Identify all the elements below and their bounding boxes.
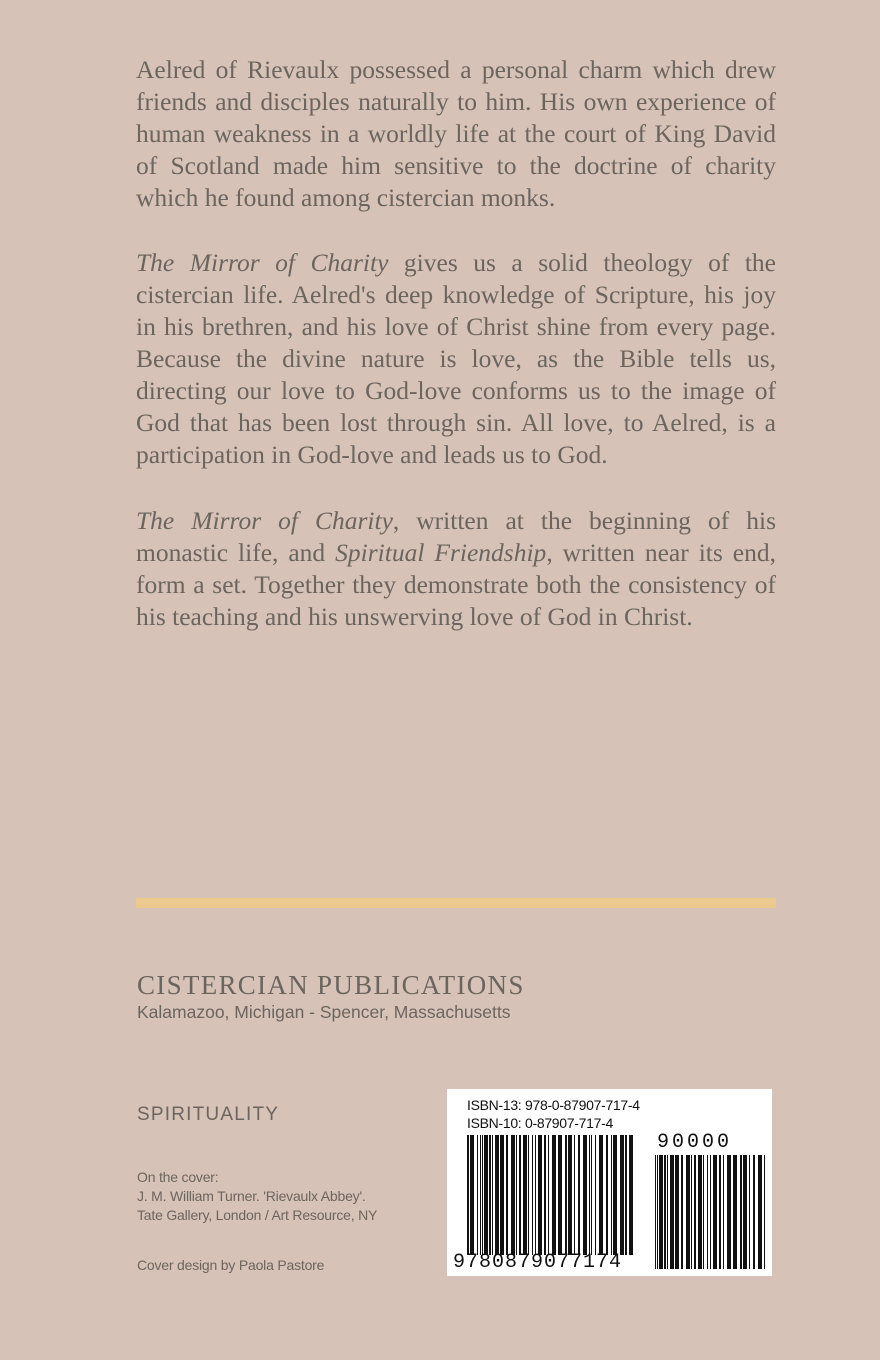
barcode-bar [523,1135,527,1255]
barcode-bar [753,1155,755,1269]
barcode-bar [691,1155,692,1269]
barcode-bar [764,1155,765,1269]
barcode-bar [519,1135,521,1255]
barcode-bar [743,1155,747,1269]
barcode-bar [681,1155,683,1269]
barcode-bar [467,1135,469,1255]
barcode-bar [574,1135,575,1255]
barcode-bar [568,1135,572,1255]
barcode-bar [470,1135,474,1255]
barcode-bar [558,1135,562,1255]
barcode-bar [583,1135,587,1255]
barcode-bar [657,1155,658,1269]
barcode-bar [613,1135,617,1255]
barcode-bar [599,1135,603,1255]
cover-art-credit [137,1168,377,1225]
barcode-bar [477,1135,478,1255]
barcode-bar [489,1135,491,1255]
barcode-bar [578,1135,580,1255]
barcode-bar [591,1135,592,1255]
isbn-10-label: ISBN-10: 0-87907-717-4 [467,1115,613,1131]
barcode-bar [710,1155,711,1269]
barcode-bar [480,1135,481,1255]
barcode-bar [655,1155,656,1269]
barcode-bar [495,1135,499,1255]
barcode-bar [535,1135,536,1255]
blurb-paragraph-1 [136,54,776,214]
barcode-bar [667,1155,668,1269]
blurb-text: Aelred of Rievaulx possessed a personal charm which drew friends and disciples naturally to him. His own experience of human weakness in a worldly life at the court of King David of Scotland made him sensitive to the doctrine of charity which he found among cistercian monks. [136,55,776,212]
barcode-bar [686,1155,690,1269]
barcode-bar [544,1135,546,1255]
barcode-bar [620,1135,624,1255]
book-title-mirror-of-charity: The Mirror of Charity [136,248,389,277]
barcode-bar [606,1135,608,1255]
barcode-bar [740,1155,742,1269]
barcode-bar [719,1155,721,1269]
cover-design-credit: Cover design by Paola Pastore [137,1257,325,1273]
barcode-bar [538,1135,542,1255]
barcode-bar [589,1135,590,1255]
barcode-bar [565,1135,567,1255]
category-label: SPIRITUALITY [137,1104,280,1125]
ean-digits: 9780879077174 [453,1251,623,1274]
barcode-bar [758,1155,762,1269]
barcode-bar [694,1155,696,1269]
cover-credit-line: Tate Gallery, London / Art Resource, NY [137,1207,378,1223]
book-title-mirror-of-charity: The Mirror of Charity [136,506,393,535]
blurb-paragraph-3 [136,505,776,633]
barcode-bar [611,1135,612,1255]
barcode-bar [629,1135,633,1255]
barcode-bar [707,1155,708,1269]
publisher-location: Kalamazoo, Michigan - Spencer, Massachusetts [137,1002,511,1022]
barcode-bar [675,1155,679,1269]
publisher-name: CISTERCIAN PUBLICATIONS [137,970,525,1000]
book-title-spiritual-friendship: Spiritual Friendship [335,538,547,567]
cover-credit-line: J. M. William Turner. 'Rievaulx Abbey'. [137,1188,366,1204]
divider-rule [136,898,776,908]
barcode-bar [727,1155,731,1269]
barcode-bar [723,1155,724,1269]
barcode-bar [532,1135,533,1255]
barcode-bar [664,1155,666,1269]
barcode-bar [698,1155,702,1269]
blurb-text: , written at the beginning of his monastic life, and [136,506,776,567]
barcode-bar [528,1135,529,1255]
barcode-bar [733,1155,737,1269]
barcode-bar [511,1135,515,1255]
isbn-13-label: ISBN-13: 978-0-87907-717-4 [467,1097,640,1113]
barcode-bar [516,1135,517,1255]
blurb-paragraph-2 [136,247,776,471]
barcode-bar [670,1155,674,1269]
barcode-bar [492,1135,493,1255]
isbn-barcode [447,1089,772,1276]
blurb-text: gives us a solid theology of the cistercian life. Aelred's deep knowledge of Scripture, his joy in his brethren, and his love of Christ shine from every page. Because the divine nature is love, as the Bible tells us, directing our love to God-love conforms us to the image of God that has been lost through sin. All love, to Aelred, is a participation in God-love and leads us to God. [136,248,776,469]
barcode-bar [749,1155,750,1269]
barcode-bar [713,1155,717,1269]
blurb-text: , written near its end, form a set. Together they demonstrate both the consistency of his teaching and his unswerving love of God in Christ. [136,538,776,631]
barcode-bar [595,1135,596,1255]
barcode-bar [506,1135,508,1255]
price-addon-digits: 90000 [657,1131,733,1154]
barcode-bar [659,1155,663,1269]
barcode-bar [500,1135,504,1255]
barcode-bar [484,1135,488,1255]
barcode-bar [482,1135,483,1255]
barcode-bar [625,1135,627,1255]
barcode-bar [548,1135,549,1255]
barcode-bar [703,1155,704,1269]
barcode-bar [552,1135,556,1255]
cover-credit-line: On the cover: [137,1169,219,1185]
